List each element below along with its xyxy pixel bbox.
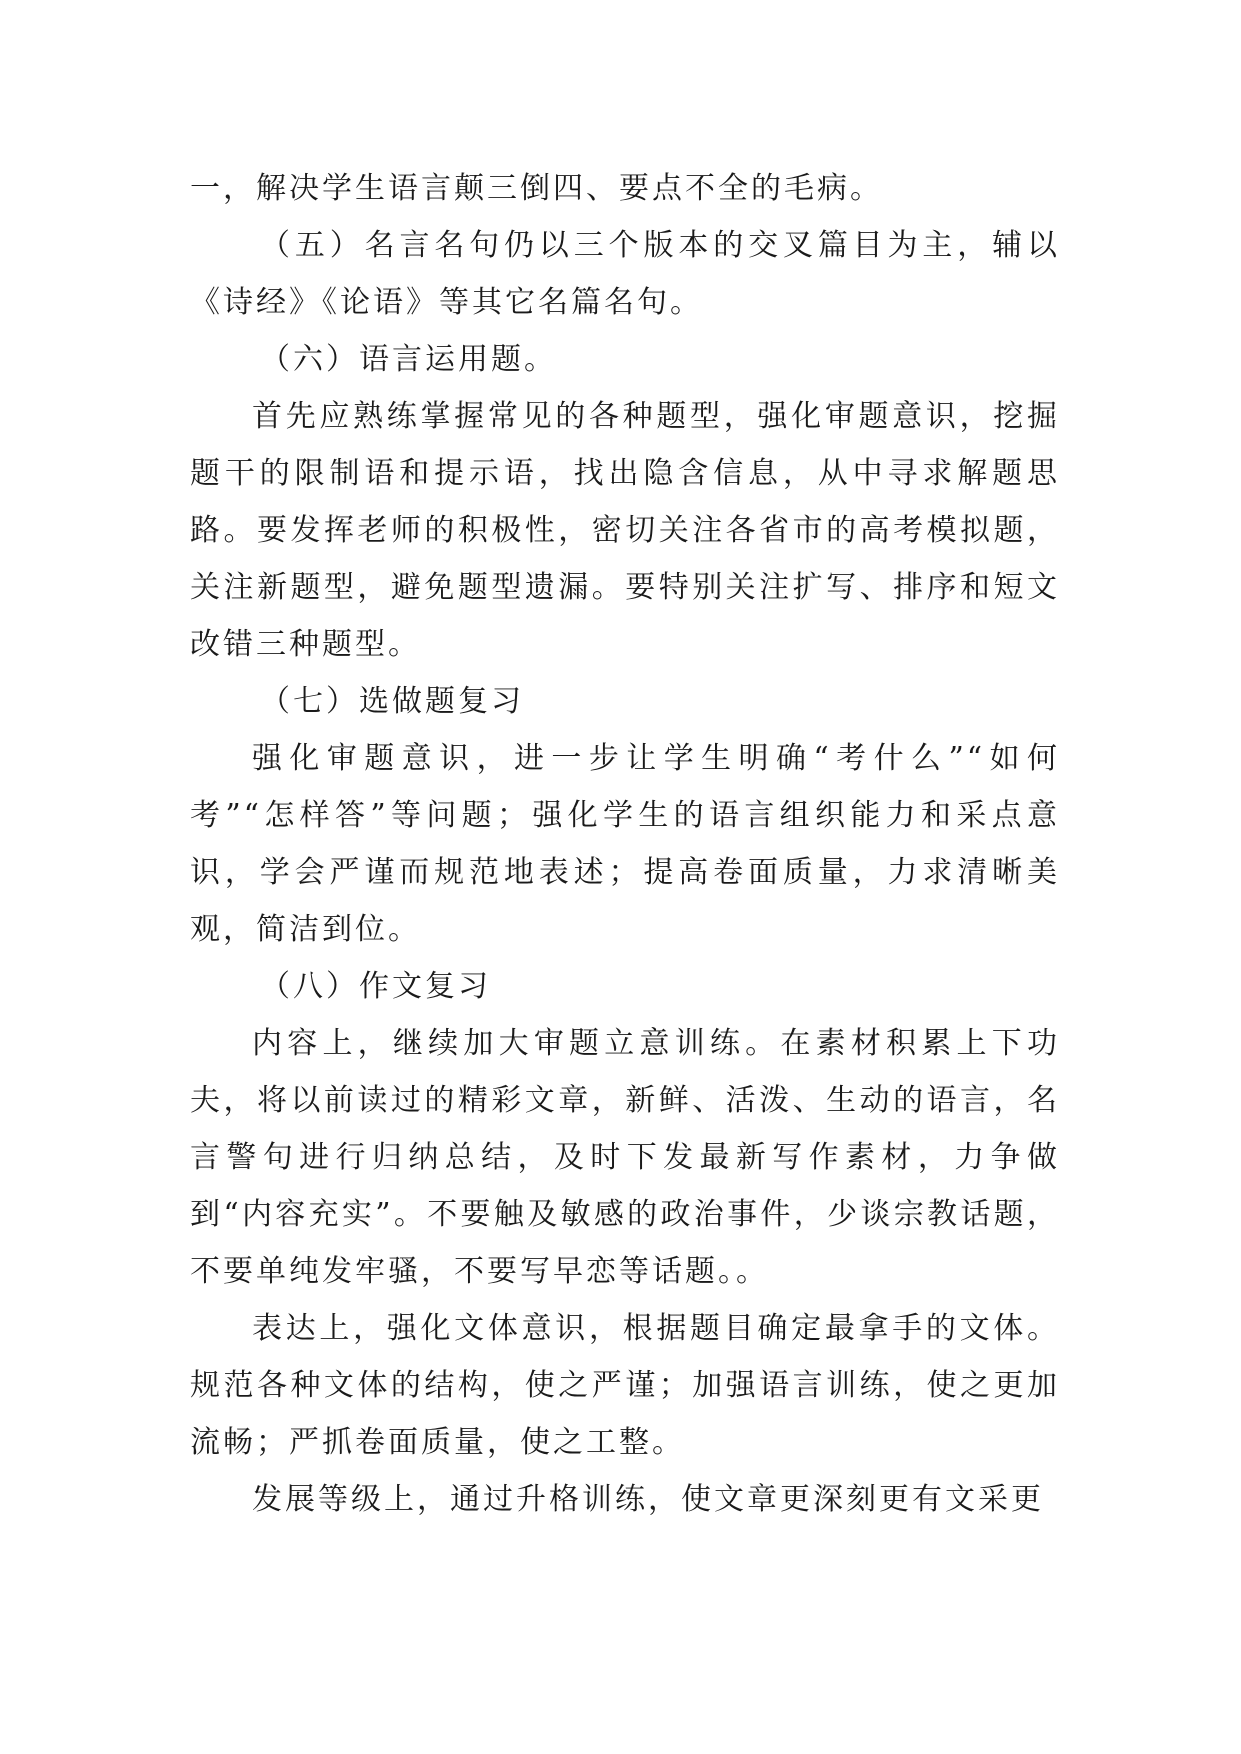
section-eight-heading: （八）作文复习 <box>260 969 491 1004</box>
section-seven-heading: （七）选做题复习 <box>260 684 524 719</box>
paragraph-continuation: 一，解决学生语言颠三倒四、要点不全的毛病。 <box>190 171 883 206</box>
content-paragraph: 内容上，继续加大审题立意训练。在素材积累上下功夫，将以前读过的精彩文章，新鲜、活泼、生动的语言，名言警句进行归纳总结，及时下发最新写作素材，力争做到“内容充实”。不要触及敏感的政治事件，少谈宗教话题，不要单纯发牢骚，不要写早恋等话题。。 <box>190 1026 1060 1289</box>
document-body <box>190 160 1060 1528</box>
expression-paragraph: 表达上，强化文体意识，根据题目确定最拿手的文体。规范各种文体的结构，使之严谨；加强语言训练，使之更加流畅；严抓卷面质量，使之工整。 <box>190 1311 1060 1460</box>
language-use-paragraph: 首先应熟练掌握常见的各种题型，强化审题意识，挖掘题干的限制语和提示语，找出隐含信息，从中寻求解题思路。要发挥老师的积极性，密切关注各省市的高考模拟题，关注新题型，避免题型遗漏。要特别关注扩写、排序和短文改错三种题型。 <box>190 399 1060 662</box>
section-five-paragraph: （五）名言名句仍以三个版本的交叉篇目为主，辅以《诗经》《论语》等其它名篇名句。 <box>190 228 1060 320</box>
development-paragraph: 发展等级上，通过升格训练，使文章更深刻更有文采更 <box>252 1482 1044 1517</box>
elective-review-paragraph: 强化审题意识，进一步让学生明确“考什么”“如何考”“怎样答”等问题；强化学生的语言组织能力和采点意识，学会严谨而规范地表述；提高卷面质量，力求清晰美观，简洁到位。 <box>190 741 1060 947</box>
section-six-heading: （六）语言运用题。 <box>260 342 557 377</box>
